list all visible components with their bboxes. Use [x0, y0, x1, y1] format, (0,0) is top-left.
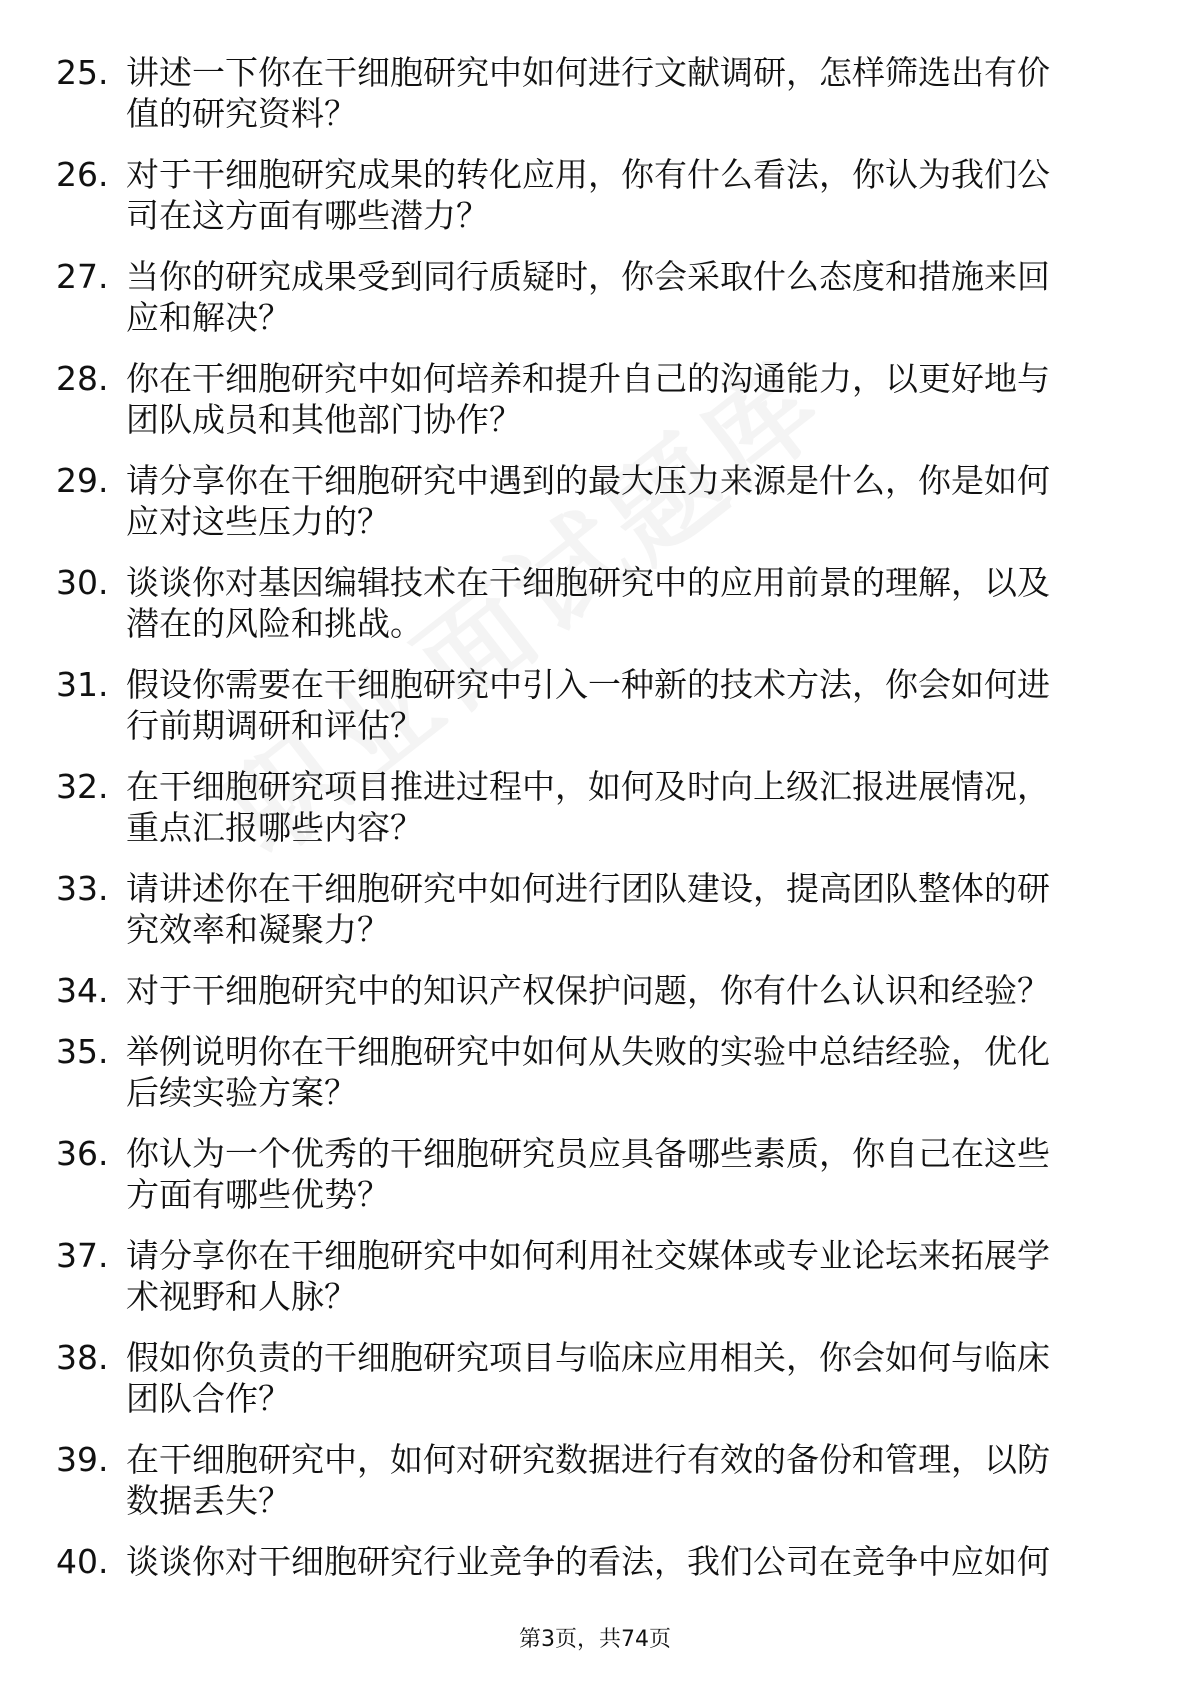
question-number: 35.: [56, 1032, 109, 1071]
question-text: 谈谈你对干细胞研究行业竞争的看法，我们公司在竞争中应如何: [126, 1542, 1050, 1581]
question-item: [56, 1337, 1130, 1419]
question-text: 你认为一个优秀的干细胞研究员应具备哪些素质，你自己在这些 方面有哪些优势？: [126, 1134, 1050, 1214]
question-item: [56, 358, 1130, 440]
question-item: [56, 1133, 1130, 1215]
question-item: [56, 1031, 1130, 1113]
question-text: 对于干细胞研究中的知识产权保护问题，你有什么认识和经验？: [126, 971, 1050, 1010]
question-text: 请分享你在干细胞研究中如何利用社交媒体或专业论坛来拓展学 术视野和人脉？: [126, 1236, 1050, 1316]
question-item: [56, 1439, 1130, 1521]
question-item: [56, 154, 1130, 236]
question-item: [56, 766, 1130, 848]
question-number: 31.: [56, 665, 109, 704]
question-text: 你在干细胞研究中如何培养和提升自己的沟通能力，以更好地与 团队成员和其他部门协作？: [126, 359, 1050, 439]
question-number: 34.: [56, 971, 109, 1010]
question-item: [56, 868, 1130, 950]
question-number: 33.: [56, 869, 109, 908]
question-number: 37.: [56, 1236, 109, 1275]
question-text: 在干细胞研究中，如何对研究数据进行有效的备份和管理，以防 数据丢失？: [126, 1440, 1050, 1520]
question-item: [56, 1235, 1130, 1317]
question-text: 请讲述你在干细胞研究中如何进行团队建设，提高团队整体的研 究效率和凝聚力？: [126, 869, 1050, 949]
question-text: 讲述一下你在干细胞研究中如何进行文献调研，怎样筛选出有价 值的研究资料？: [126, 53, 1050, 133]
question-text: 假设你需要在干细胞研究中引入一种新的技术方法，你会如何进 行前期调研和评估？: [126, 665, 1050, 745]
question-item: [56, 664, 1130, 746]
question-text: 在干细胞研究项目推进过程中，如何及时向上级汇报进展情况， 重点汇报哪些内容？: [126, 767, 1050, 847]
question-number: 38.: [56, 1338, 109, 1377]
question-number: 36.: [56, 1134, 109, 1173]
question-item: [56, 256, 1130, 338]
question-text: 当你的研究成果受到同行质疑时，你会采取什么态度和措施来回 应和解决？: [126, 257, 1050, 337]
question-number: 26.: [56, 155, 109, 194]
question-text: 举例说明你在干细胞研究中如何从失败的实验中总结经验，优化 后续实验方案？: [126, 1032, 1050, 1112]
question-item: [56, 562, 1130, 644]
question-number: 30.: [56, 563, 109, 602]
question-text: 假如你负责的干细胞研究项目与临床应用相关，你会如何与临床 团队合作？: [126, 1338, 1050, 1418]
question-text: 谈谈你对基因编辑技术在干细胞研究中的应用前景的理解，以及 潜在的风险和挑战。: [126, 563, 1050, 643]
question-item: [56, 460, 1130, 542]
question-text: 请分享你在干细胞研究中遇到的最大压力来源是什么，你是如何 应对这些压力的？: [126, 461, 1050, 541]
question-number: 25.: [56, 53, 109, 92]
question-item: [56, 1541, 1130, 1582]
question-item: [56, 970, 1130, 1011]
question-text: 对于干细胞研究成果的转化应用，你有什么看法，你认为我们公 司在这方面有哪些潜力？: [126, 155, 1050, 235]
question-number: 27.: [56, 257, 109, 296]
question-number: 28.: [56, 359, 109, 398]
question-number: 40.: [56, 1542, 109, 1581]
question-item: [56, 52, 1130, 134]
question-number: 29.: [56, 461, 109, 500]
page-number-label: 第3页，共74页: [519, 1627, 671, 1652]
page-footer: [0, 1626, 1190, 1654]
question-number: 32.: [56, 767, 109, 806]
question-list: [56, 52, 1130, 1602]
question-number: 39.: [56, 1440, 109, 1479]
